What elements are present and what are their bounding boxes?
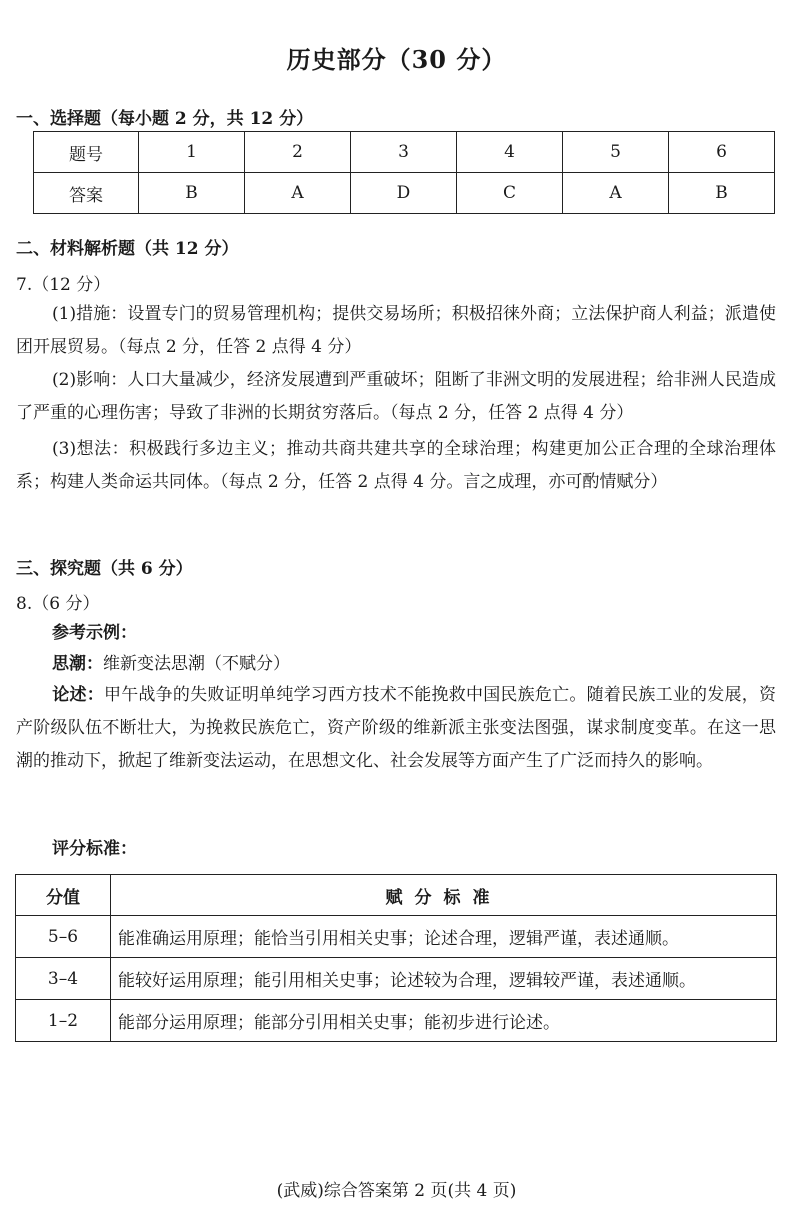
table-header-row bbox=[16, 875, 777, 916]
question-7-label: 7.（12 分） bbox=[16, 275, 111, 295]
row-label-number: 题号 bbox=[34, 132, 139, 173]
answer-cell: A bbox=[563, 173, 669, 214]
section2-heading: 二、材料解析题（共 12 分） bbox=[16, 239, 239, 259]
answer-table bbox=[33, 131, 775, 214]
reference-example-label bbox=[16, 617, 776, 650]
header-criteria: 赋分标准 bbox=[111, 875, 777, 916]
table-row bbox=[34, 132, 775, 173]
section1-heading: 一、选择题（每小题 2 分，共 12 分） bbox=[16, 109, 314, 129]
answer-7-part1-text: (1)措施：设置专门的贸易管理机构；提供交易场所；积极招徕外商；立法保护商人利益；派遣使团开展贸易。（每点 2 分，任答 2 点得 4 分） bbox=[16, 304, 776, 357]
question-number: 1 bbox=[139, 132, 245, 173]
question-number: 6 bbox=[669, 132, 775, 173]
criteria-label-line bbox=[16, 833, 776, 866]
answer-cell: B bbox=[139, 173, 245, 214]
header-score: 分值 bbox=[16, 875, 111, 916]
page-footer: (武威)综合答案第 2 页(共 4 页) bbox=[276, 1181, 517, 1201]
answer-7-part1 bbox=[16, 298, 776, 364]
section3-heading: 三、探究题（共 6 分） bbox=[16, 559, 193, 579]
answer-7-part3 bbox=[16, 433, 776, 499]
thought-line bbox=[16, 648, 776, 681]
score-cell: 5–6 bbox=[16, 916, 111, 958]
question-number: 5 bbox=[563, 132, 669, 173]
question-number: 3 bbox=[351, 132, 457, 173]
criteria-cell: 能部分运用原理；能部分引用相关史事；能初步进行论述。 bbox=[111, 1000, 777, 1042]
criteria-table bbox=[15, 874, 777, 1042]
thought-label: 思潮： bbox=[52, 654, 103, 674]
criteria-cell: 能准确运用原理；能恰当引用相关史事；论述合理，逻辑严谨，表述通顺。 bbox=[111, 916, 777, 958]
criteria-cell: 能较好运用原理；能引用相关史事；论述较为合理，逻辑较严谨，表述通顺。 bbox=[111, 958, 777, 1000]
answer-cell: D bbox=[351, 173, 457, 214]
answer-cell: B bbox=[669, 173, 775, 214]
table-row bbox=[16, 1000, 777, 1042]
answer-cell: C bbox=[457, 173, 563, 214]
answer-7-part2-text: (2)影响：人口大量减少，经济发展遭到严重破坏；阻断了非洲文明的发展进程；给非洲人民造成了严重的心理伤害；导致了非洲的长期贫穷落后。（每点 2 分，任答 2 点得 4 分） bbox=[16, 370, 776, 423]
table-row bbox=[16, 916, 777, 958]
argument-text: 甲午战争的失败证明单纯学习西方技术不能挽救中国民族危亡。随着民族工业的发展，资产阶级队伍不断壮大，为挽救民族危亡，资产阶级的维新派主张变法图强，谋求制度变革。在这一思潮的推动下，掀起了维新变法运动，在思想文化、社会发展等方面产生了广泛而持久的影响。 bbox=[16, 685, 776, 771]
question-number: 4 bbox=[457, 132, 563, 173]
row-label-answer: 答案 bbox=[34, 173, 139, 214]
reference-example-text: 参考示例： bbox=[52, 623, 137, 643]
table-row bbox=[16, 958, 777, 1000]
criteria-label: 评分标准： bbox=[52, 839, 137, 859]
score-cell: 1–2 bbox=[16, 1000, 111, 1042]
question-number: 2 bbox=[245, 132, 351, 173]
argument-paragraph bbox=[16, 679, 776, 778]
argument-label: 论述： bbox=[52, 685, 104, 705]
question-8-label: 8.（6 分） bbox=[16, 594, 100, 614]
table-row bbox=[34, 173, 775, 214]
thought-text: 维新变法思潮（不赋分） bbox=[103, 654, 290, 674]
score-cell: 3–4 bbox=[16, 958, 111, 1000]
answer-7-part3-text: (3)想法：积极践行多边主义；推动共商共建共享的全球治理；构建更加公正合理的全球治理体系；构建人类命运共同体。（每点 2 分，任答 2 点得 4 分。言之成理，亦可酌情赋分） bbox=[16, 439, 776, 492]
answer-7-part2 bbox=[16, 364, 776, 430]
page-title: 历史部分（30 分） bbox=[286, 45, 507, 74]
answer-cell: A bbox=[245, 173, 351, 214]
